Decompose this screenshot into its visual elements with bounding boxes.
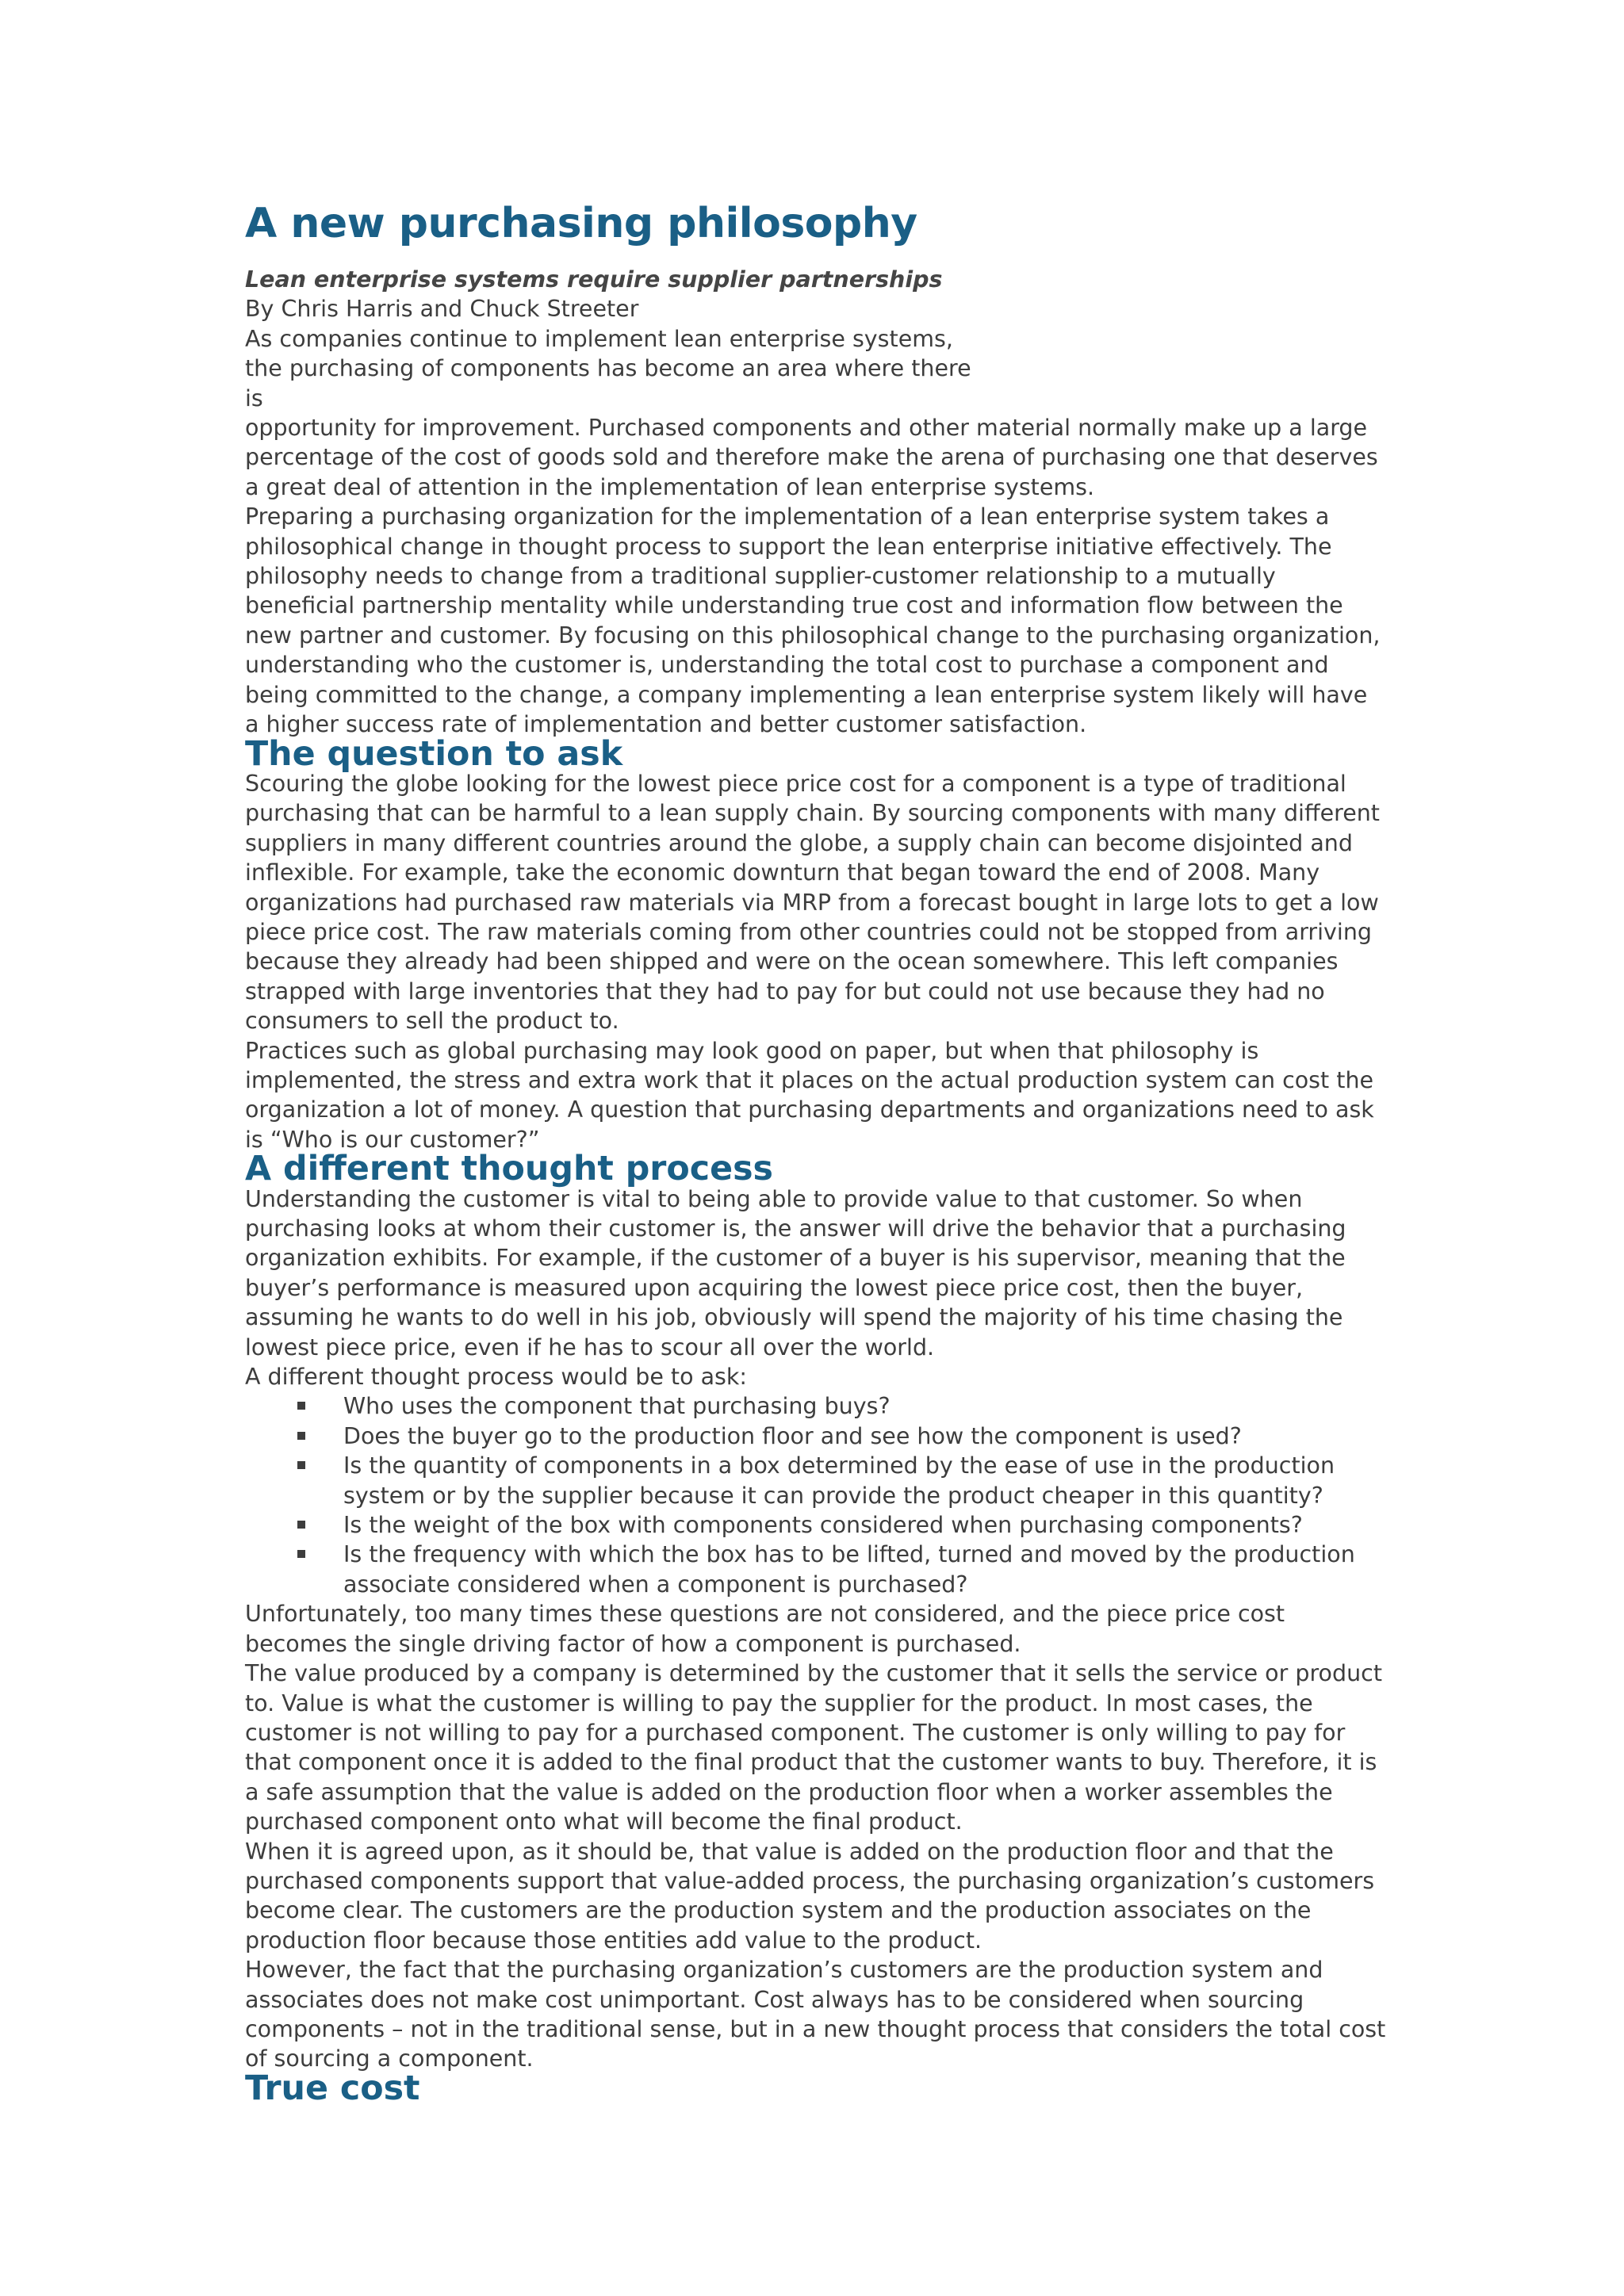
article [245, 190, 1387, 2108]
article-subtitle: Lean enterprise systems require supplier partnerships [245, 266, 943, 293]
paragraph: The value produced by a company is determined by the customer that it sells the service or product to. Value is what the customer is willing to pay the supplier for the product. In most cases, the customer is not willing to pay for a purchased component. The customer is only willing to pay for that component once it is added to the final product that the customer wants to buy. Therefore, it is a safe assumption that the value is added on the production floor when a worker assembles the purchased component onto what will become the final product. [245, 1660, 1382, 1835]
square-bullet-icon [297, 1521, 305, 1529]
paragraph: Scouring the globe looking for the lowest piece price cost for a component is a type of traditional purchasing that can be harmful to a lean supply chain. By sourcing components with many different suppliers in many different countries around the globe, a supply chain can become disjointed and inflexible. For example, take the economic downturn that began toward the end of 2008. Many organizations had purchased raw materials via MRP from a forecast bought in large lots to get a low piece price cost. The raw materials coming from other countries could not be stopped from arriving because they already had been shipped and were on the ocean somewhere. This left companies strapped with large inventories that they had to pay for but could not use because they had no consumers to sell the product to. [245, 770, 1380, 1035]
section-heading-question-to-ask: The question to ask [245, 733, 623, 774]
list-item-text: Is the quantity of components in a box determined by the ease of use in the production system or by the supplier because it can provide the product cheaper in this quantity? [343, 1452, 1335, 1509]
paragraph: However, the fact that the purchasing organization’s customers are the production system and associates does not make cost unimportant. Cost always has to be considered when sourcing components – not in the traditional sense, but in a new thought process that considers the total cost of sourcing a component. [245, 1957, 1386, 2072]
article-byline: By Chris Harris and Chuck Streeter [245, 296, 639, 323]
list-item [343, 1540, 1387, 1599]
paragraph: A different thought process would be to ask: [245, 1364, 748, 1391]
paragraph: Practices such as global purchasing may look good on paper, but when that philosophy is implemented, the stress and extra work that it places on the actual production system can cost the organization a lot of money. A question that purchasing departments and organizations need to ask is “Who is our customer?” [245, 1037, 1374, 1153]
section-heading-different-thought-process: A different thought process [245, 1149, 773, 1189]
paragraph: Understanding the customer is vital to being able to provide value to that customer. So when purchasing looks at whom their customer is, the answer will drive the behavior that a purchasing organization exhibits. For example, if the customer of a buyer is his supervisor, meaning that the buyer’s performance is measured upon acquiring the lowest piece price cost, then the buyer, assuming he wants to do well in his job, obviously will spend the majority of his time chasing the lowest piece price, even if he has to scour all over the world. [245, 1185, 1346, 1360]
square-bullet-icon [297, 1402, 305, 1410]
list-item-text: Who uses the component that purchasing buys? [343, 1393, 891, 1420]
square-bullet-icon [297, 1432, 305, 1440]
paragraph: Preparing a purchasing organization for the implementation of a lean enterprise system takes a philosophical change in thought process to support the lean enterprise initiative effectively. The philosophy needs to change from a traditional supplier-customer relationship to a mutually beneficial partnership mentality while understanding true cost and information flow between the new partner and customer. By focusing on this philosophical change to the purchasing organization, understanding who the customer is, understanding the total cost to purchase a component and being committed to the change, a company implementing a lean enterprise system likely will have a higher success rate of implementation and better customer satisfaction. [245, 503, 1381, 738]
list-item-text: Is the weight of the box with components considered when purchasing components? [343, 1512, 1303, 1539]
square-bullet-icon [297, 1550, 305, 1558]
list-item-text: Does the buyer go to the production floor and see how the component is used? [343, 1422, 1242, 1449]
square-bullet-icon [297, 1461, 305, 1469]
intro-paragraph-first-lines: As companies continue to implement lean enterprise systems, the purchasing of components has become an area where there is [245, 325, 971, 411]
section-heading-true-cost: True cost [245, 2068, 420, 2108]
intro-paragraph-continued: opportunity for improvement. Purchased components and other material normally make up a large percentage of the cost of goods sold and therefore make the arena of purchasing one that deserves a great deal of attention in the implementation of lean enterprise systems. [245, 415, 1378, 500]
list-item [343, 1391, 1387, 1421]
article-title: A new purchasing philosophy [245, 200, 917, 247]
list-item-text: Is the frequency with which the box has to be lifted, turned and moved by the production associate considered when a component is purchased? [343, 1541, 1355, 1598]
list-item [343, 1422, 1387, 1451]
question-list [245, 1391, 1387, 1599]
paragraph: When it is agreed upon, as it should be, that value is added on the production floor and that the purchased components support that value-added process, the purchasing organization’s customers become clear. The customers are the production system and the production associates on the production floor because those entities add value to the product. [245, 1838, 1375, 1954]
paragraph: Unfortunately, too many times these questions are not considered, and the piece price cost becomes the single driving factor of how a component is purchased. [245, 1601, 1285, 1657]
list-item [343, 1451, 1387, 1510]
list-item [343, 1510, 1387, 1540]
